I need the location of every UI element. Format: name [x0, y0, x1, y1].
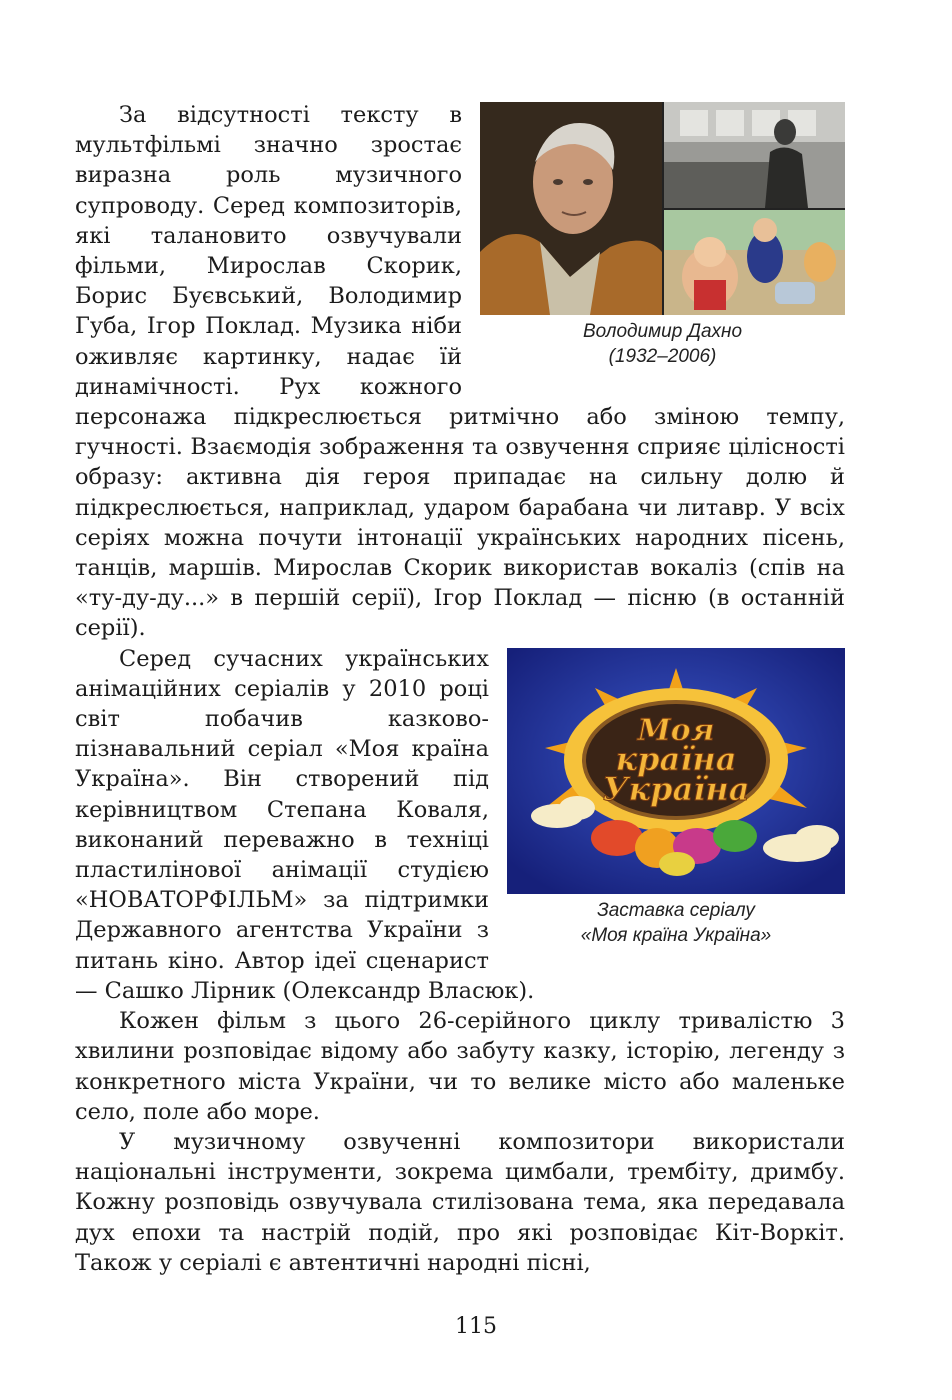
- paragraph-4: У музичному озвученні композитори використали національні інструменти, зокрема цимбали, трембіту, дримбу. Кожну розповідь озвучувала стилізована тема, яка передавала дух епохи та настрій подій, про які розповідає Кіт-Воркіт. Також у серіалі є автентичні народні пісні,: [75, 1128, 845, 1276]
- figure-dakhno: [480, 102, 845, 369]
- dakhno-photo-collage: [480, 102, 845, 315]
- series-intro-artwork: [507, 648, 845, 894]
- figure-series-intro: [507, 648, 845, 948]
- caption-series-line-2: «Моя країна Україна»: [580, 924, 772, 946]
- paragraph-3: Кожен фільм з цього 26-серійного циклу тривалістю 3 хвилини розповідає відому або забуту казку, історію, легенду з конкретного міста України, чи то велике місто або маленьке село, поле або море.: [75, 1008, 845, 1125]
- page-number: 115: [455, 1314, 497, 1339]
- series-title-line-1: Моя: [637, 712, 715, 748]
- series-intro-image: [507, 648, 845, 894]
- dakhno-collage-image: [480, 102, 845, 315]
- figure-series-caption: [507, 898, 845, 948]
- caption-name: Володимир Дахно: [582, 321, 743, 342]
- caption-years: (1932–2006): [608, 346, 717, 367]
- paragraph-2: Серед сучасних українських анімаційних серіалів у 2010 році світ побачив казково-пізнавальний серіал «Моя країна Україна». Він створений під керівництвом Степана Коваля, виконаний переважно в техніці пластилінової анімації студією «НОВАТОРФІЛЬМ» за підтримки Державного агентства України з питань кіно. Автор ідеї сценарист — Сашко Лірник (Олександр Власюк).: [75, 645, 535, 1004]
- series-title-line-2: країна: [615, 739, 737, 778]
- page-content: [75, 100, 845, 1278]
- caption-series-line-1: Заставка серіалу: [597, 899, 755, 921]
- series-title-line-3: Україна: [602, 769, 750, 808]
- paragraph-1: За відсутності тексту в мультфільмі значно зростає виразна роль музичного супроводу. Серед композиторів, які талановито озвучували фільми, Мирослав Скорик, Борис Буєвський, Володимир Губа, Ігор Поклад. Музика ніби оживляє картинку, надає їй динамічності. Рух кожного персонажа підкреслюється ритмічно або зміною темпу, гучності. Взаємодія зображення та озвучення сприяє цілісності образу: активна дія героя припадає на сильну долю й підкреслюється, наприклад, ударом барабана чи литавр. У всіх серіях можна почути інтонації українських народних пісень, танців, маршів. Мирослав Скорик використав вокаліз (спів на «ту-ду-ду...» в першій серії), Ігор Поклад — пісню (в останній серії).: [75, 102, 845, 642]
- figure-dakhno-caption: [480, 319, 845, 369]
